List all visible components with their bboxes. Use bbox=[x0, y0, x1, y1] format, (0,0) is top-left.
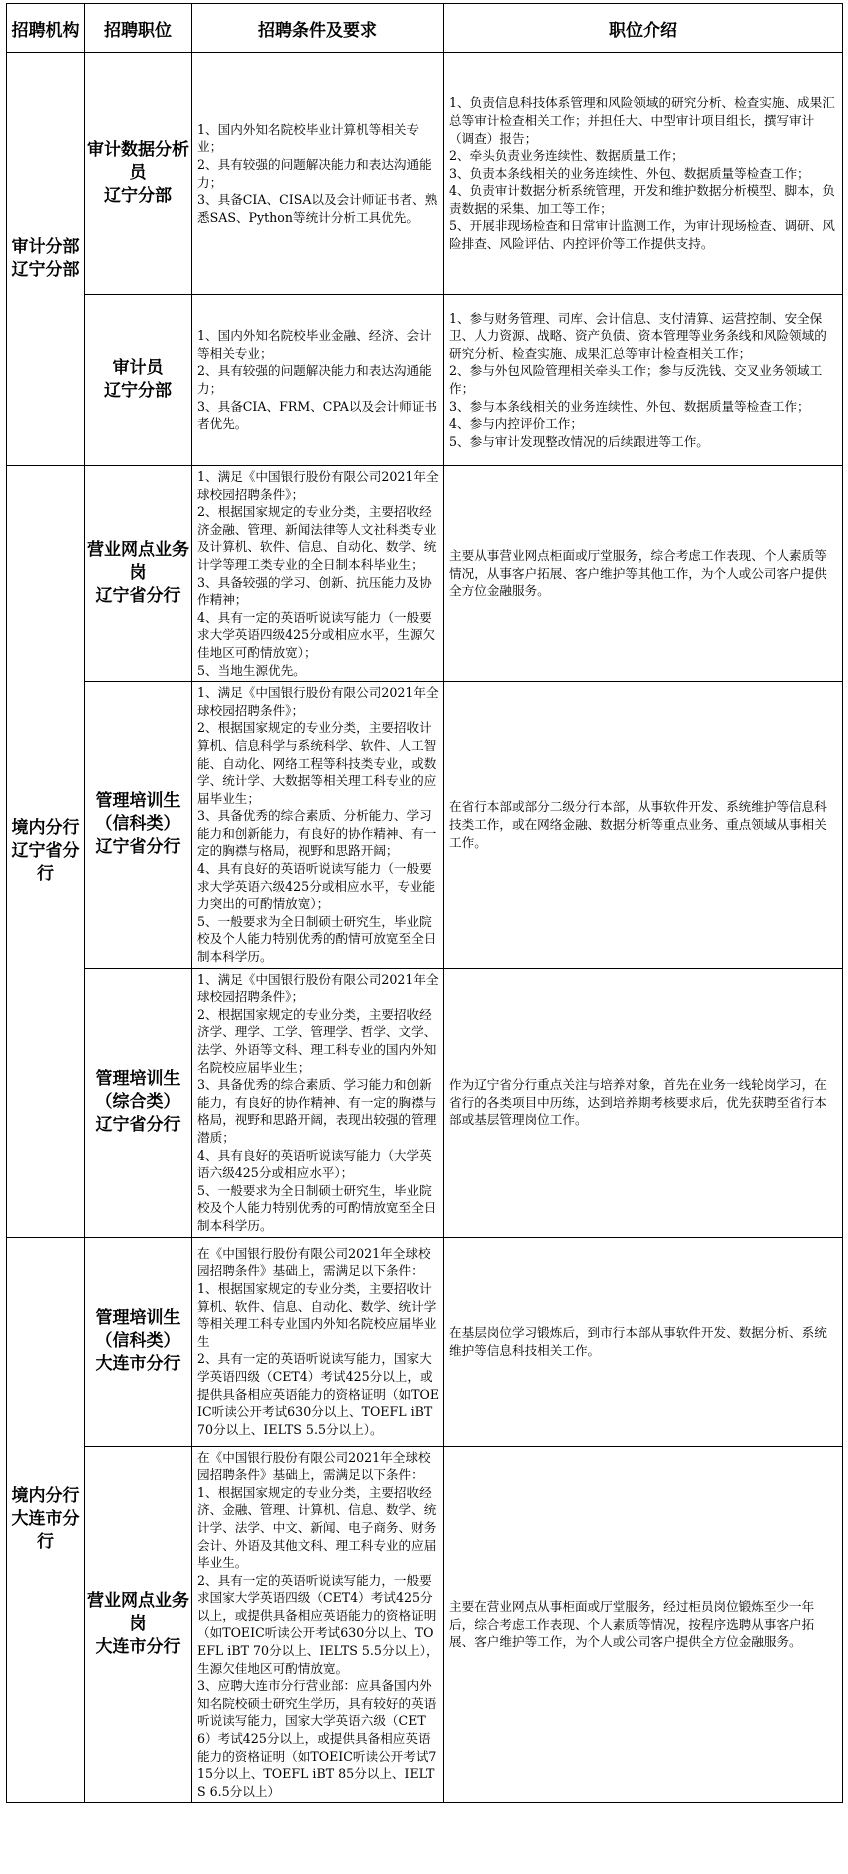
position-line: 管理培训生 bbox=[95, 791, 181, 812]
requirements-cell: 1、满足《中国银行股份有限公司2021年全球校园招聘条件》； 2、根据国家规定的专业分类，主要招收经济学、理学、工学、管理学、哲学、文学、法学、外语等文科、理工科专业的国内外知名院校应届毕业生； 3、具备优秀的综合素质、学习能力和创新能力，有良好的协作精神、有一定的胸襟与格局，视野和思路开阔，表现出较强的管理潜质； 4、具有良好的英语听说读写能力（大学英语六级425分或相应水平）； 5、一般要求为全日制硕士研究生，毕业院校及个人能力特别优秀的可酌情放宽至全日制本科学历。 bbox=[192, 968, 444, 1237]
position-cell bbox=[85, 1446, 192, 1803]
recruitment-table bbox=[6, 3, 843, 1803]
org-line: 大连市分行 bbox=[11, 1509, 80, 1553]
description-cell: 在基层岗位学习锻炼后，到市行本部从事软件开发、数据分析、系统维护等信息科技相关工作。 bbox=[444, 1237, 843, 1446]
table-row bbox=[7, 1237, 843, 1446]
table-row bbox=[7, 295, 843, 466]
requirements-cell: 1、满足《中国银行股份有限公司2021年全球校园招聘条件》； 2、根据国家规定的专业分类，主要招收经济金融、管理、新闻法律等人文社科类专业及计算机、软件、信息、自动化、数学、统计学等理工类专业的全日制本科毕业生； 3、具备较强的学习、创新、抗压能力及协作精神； 4、具有一定的英语听说读写能力（一般要求大学英语四级425分或相应水平，生源欠佳地区可酌情放宽）； 5、当地生源优先。 bbox=[192, 466, 444, 682]
org-branch-dalian bbox=[7, 1237, 85, 1803]
header-requirements: 招聘条件及要求 bbox=[192, 4, 444, 53]
requirements-cell: 1、满足《中国银行股份有限公司2021年全球校园招聘条件》； 2、根据国家规定的专业分类，主要招收计算机、信息科学与系统科学、软件、人工智能、自动化、网络工程等科技类专业，或数学、统计学、大数据等相关理工科专业的应届毕业生； 3、具备优秀的综合素质、分析能力、学习能力和创新能力，有良好的协作精神、有一定的胸襟与格局，视野和思路开阔； 4、具有良好的英语听说读写能力（一般要求大学英语六级425分或相应水平，专业能力突出的可酌情放宽）； 5、一般要求为全日制硕士研究生，毕业院校及个人能力特别优秀的酌情可放宽至全日制本科学历。 bbox=[192, 682, 444, 969]
position-cell bbox=[85, 295, 192, 466]
position-line: 审计员 bbox=[112, 358, 164, 378]
position-line: 审计数据分析员 bbox=[87, 140, 189, 183]
position-line: 辽宁分部 bbox=[104, 186, 172, 206]
description-cell: 在省行本部或部分二级分行本部，从事软件开发、系统维护等信息科技类工作，或在网络金融、数据分析等重点业务、重点领域从事相关工作。 bbox=[444, 682, 843, 969]
requirements-cell: 1、国内外知名院校毕业金融、经济、会计等相关专业； 2、具有较强的问题解决能力和表达沟通能力； 3、具备CIA、FRM、CPA以及会计师证书者优先。 bbox=[192, 295, 444, 466]
requirements-cell: 1、国内外知名院校毕业计算机等相关专业； 2、具有较强的问题解决能力和表达沟通能力； 3、具备CIA、CISA以及会计师证书者、熟悉SAS、Python等统计分析工具优先。 bbox=[192, 53, 444, 295]
position-cell bbox=[85, 1237, 192, 1446]
position-line: 管理培训生 bbox=[95, 1069, 181, 1090]
table-row bbox=[7, 466, 843, 682]
position-line: 大连市分行 bbox=[95, 1354, 181, 1375]
org-line: 境内分行 bbox=[11, 1486, 80, 1507]
position-cell bbox=[85, 53, 192, 295]
position-line: 辽宁省分行 bbox=[95, 837, 181, 858]
position-cell bbox=[85, 466, 192, 682]
requirements-cell: 在《中国银行股份有限公司2021年全球校园招聘条件》基础上，需满足以下条件： 1、根据国家规定的专业分类，主要招收经济、金融、管理、计算机、信息、数学、统计学、法学、中文、新闻、电子商务、财务会计、外语及其他文科、理工科专业的应届毕业生。 2、具有一定的英语听说读写能力，一般要求国家大学英语四级（CET4）考试425分以上，或提供具备相应英语能力的资格证明（如TOEIC听读公开考试630分以上、TOEFL iBT 70分以上、IELTS 5.5分以上），生源欠佳地区可酌情放宽。 3、应聘大连市分行营业部：应具备国内外知名院校硕士研究生学历，具有较好的英语听说读写能力，国家大学英语六级（CET6）考试425分以上，或提供具备相应英语能力的资格证明（如TOEIC听读公开考试715分以上、TOEFL iBT 85分以上、IELTS 6.5分以上） bbox=[192, 1446, 444, 1803]
position-line: （信科类） bbox=[95, 1331, 181, 1352]
position-line: 辽宁分部 bbox=[104, 381, 172, 401]
table-row bbox=[7, 968, 843, 1237]
table-row bbox=[7, 682, 843, 969]
requirements-cell: 在《中国银行股份有限公司2021年全球校园招聘条件》基础上，需满足以下条件： 1、根据国家规定的专业分类，主要招收计算机、软件、信息、自动化、数学、统计学等相关理工科专业国内外知名院校应届毕业生 2、具有一定的英语听说读写能力，国家大学英语四级（CET4）考试425分以上，或提供具备相应英语能力的资格证明（如TOEIC听读公开考试630分以上、TOEFL iBT 70分以上、IELTS 5.5分以上）。 bbox=[192, 1237, 444, 1446]
position-line: 大连市分行 bbox=[95, 1636, 181, 1657]
position-line: 辽宁省分行 bbox=[95, 586, 181, 607]
description-cell: 主要从事营业网点柜面或厅堂服务，综合考虑工作表现、个人素质等情况，从事客户拓展、客户维护等其他工作，为个人或公司客户提供全方位金融服务。 bbox=[444, 466, 843, 682]
position-line: 营业网点业务岗 bbox=[87, 1590, 189, 1634]
table-row bbox=[7, 1446, 843, 1803]
org-line: 辽宁省分行 bbox=[11, 840, 80, 884]
position-line: 管理培训生 bbox=[95, 1308, 181, 1329]
header-row bbox=[7, 4, 843, 53]
header-position: 招聘职位 bbox=[85, 4, 192, 53]
org-audit-liaoning bbox=[7, 53, 85, 466]
position-cell bbox=[85, 682, 192, 969]
org-branch-liaoning bbox=[7, 466, 85, 1238]
org-line: 辽宁分部 bbox=[11, 260, 80, 280]
org-line: 境内分行 bbox=[11, 817, 80, 838]
position-cell bbox=[85, 968, 192, 1237]
position-line: （综合类） bbox=[95, 1092, 181, 1113]
description-cell: 1、负责信息科技体系管理和风险领域的研究分析、检查实施、成果汇总等审计检查相关工作；并担任大、中型审计项目组长，撰写审计（调查）报告； 2、牵头负责业务连续性、数据质量工作； 3、负责本条线相关的业务连续性、外包、数据质量等检查工作； 4、负责审计数据分析系统管理，开发和维护数据分析模型、脚本，负责数据的采集、加工等工作； 5、开展非现场检查和日常审计监测工作，为审计现场检查、调研、风险排查、风险评估、内控评价等工作提供支持。 bbox=[444, 53, 843, 295]
table-row bbox=[7, 53, 843, 295]
description-cell: 作为辽宁省分行重点关注与培养对象，首先在业务一线轮岗学习，在省行的各类项目中历练，达到培养期考核要求后，优先获聘至省行本部或基层管理岗位工作。 bbox=[444, 968, 843, 1237]
position-line: （信科类） bbox=[95, 814, 181, 835]
position-line: 辽宁省分行 bbox=[95, 1115, 181, 1136]
org-line: 审计分部 bbox=[11, 237, 80, 257]
description-cell: 主要在营业网点从事柜面或厅堂服务，经过柜员岗位锻炼至少一年后，综合考虑工作表现、个人素质等情况，按程序选聘从事客户拓展、客户维护等工作，为个人或公司客户提供全方位金融服务。 bbox=[444, 1446, 843, 1803]
description-cell: 1、参与财务管理、司库、会计信息、支付清算、运营控制、安全保卫、人力资源、战略、资产负债、资本管理等业务条线和风险领域的研究分析、检查实施、成果汇总等审计检查相关工作； 2、参与外包风险管理相关牵头工作；参与反洗钱、交叉业务领域工作； 3、参与本条线相关的业务连续性、外包、数据质量等检查工作； 4、参与内控评价工作； 5、参与审计发现整改情况的后续跟进等工作。 bbox=[444, 295, 843, 466]
header-org: 招聘机构 bbox=[7, 4, 85, 53]
header-description: 职位介绍 bbox=[444, 4, 843, 53]
position-line: 营业网点业务岗 bbox=[87, 540, 189, 584]
